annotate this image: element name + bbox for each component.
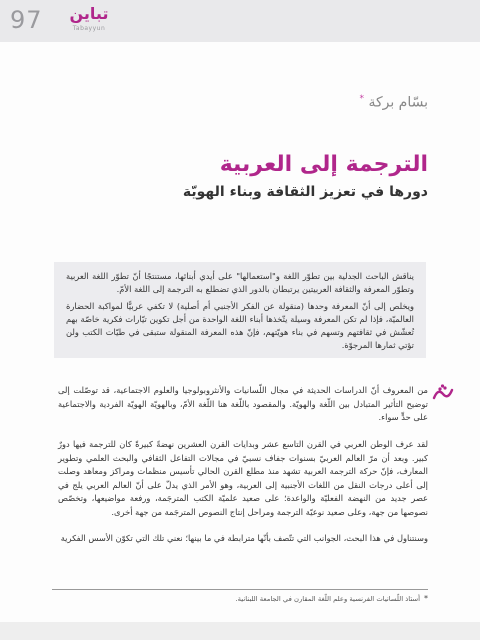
- section-ornament-icon: [432, 384, 454, 404]
- footnote-star: *: [424, 594, 428, 603]
- logo-arabic-text: تباين: [69, 4, 109, 23]
- page-bottom-band: [0, 622, 480, 640]
- footnote: [52, 594, 428, 603]
- journal-logo: [64, 4, 114, 38]
- body-paragraph-text: لقد عرف الوطن العربي في القرن التاسع عشر وبدايات القرن العشرين نهضةً كبيرةً كان للترجمة فيها دورٌ كبير. وبعد أن مرّ العالم العربيّ بسنوات جفاف نسبيّ في مجالات التفاعل الثقافي والبحث العلمي وتطوير المعارف، فإنّ حركة الترجمة العربية تشهد منذ مطلع القرن الحالي تأسيس منظمات ومراكز ومعاهد وصلت إلى أعلى درجات النقل من اللغات الأجنبية إلى العربية، وهو الأمر الذي يدلّ على أنّ العالم العربي يلج في عصر جديد من النهضة الفعليّة والواعدة؛ على صعيد علميّة الكتب المترجَمة، ورفعة مواضيعها، وتخصّص نصوصها من جهة، وعلى صعيد نوعيّة الترجمة ومراحل إنتاج النصوص المترجَمة من جهة أخرى.: [58, 439, 428, 517]
- article-subtitle: دورها في تعزيز الثقافة وبناء الهويّة: [182, 184, 428, 200]
- footnote-divider: [52, 589, 428, 590]
- body-paragraph-3: [58, 532, 428, 552]
- body-paragraph-2: [58, 438, 428, 525]
- body-paragraph-text: وسنتناول في هذا البحث، الجوانب التي تتّصف بأنّها مترابطة في ما بينها؛ نعني تلك التي تكوّن الأسس الفكرية: [60, 533, 428, 543]
- article-title: الترجمة إلى العربية: [219, 152, 428, 177]
- abstract-paragraph: يناقش الباحث الجدلية بين تطوّر اللغة و"استعمالها" على أيدي أبنائها، مستنتجًا أنّ تطوّر اللغة العربية وتطوّر المعرفة والثقافة العربيتين يرتبطان بالدور الذي تضطلع به الترجمة إلى اللغة الأمّ.: [66, 271, 414, 294]
- body-paragraph-text: من المعروف أنّ الدراسات الحديثة في مجال اللّسانيات والأنثروبولوجيا والعلوم الاجتماعية، قد توصّلت إلى توضيح التأثير المتبادل بين اللّغة والهويّة. والمقصود باللّغة هنا اللّغة الأمّ، وبالهويّة الهويّة الفردية والاجتماعية على حدٍّ سواء.: [58, 385, 428, 422]
- abstract-paragraph: ويخلص إلى أنّ المعرفة وحدها (منقولة عن الفكر الأجنبي أم أصلية) لا تكفي عربيًّا لمواكبة الحضارة العالميّة، فإذا لم تكن المعرفة وسيلة يتّخذها أبناء اللغة الواحدة من أجل تكوين تيّارات فكرية خاصّة بهم تُعشّش في ثقافتهم وتسهم في بناء هويّتهم، فإنّ هذه المعرفة المنقولة ستبقى في طيّات الكتب ولن تؤتي ثمارها المرجوّة.: [66, 301, 414, 350]
- author-footnote-mark: *: [359, 94, 364, 104]
- logo-latin-text: Tabayyun: [72, 25, 106, 32]
- footnote-text: أستاذ اللّسانيات الفرنسية وعلم اللّغة المقارن في الجامعة اللبنانية.: [235, 595, 420, 603]
- author-line: [28, 94, 428, 111]
- page-number: 97: [10, 6, 43, 34]
- page-header-band: [0, 0, 480, 42]
- abstract-box: [54, 262, 426, 358]
- body-paragraph-1: [58, 384, 428, 431]
- author-name: بسّام بركة: [368, 94, 428, 111]
